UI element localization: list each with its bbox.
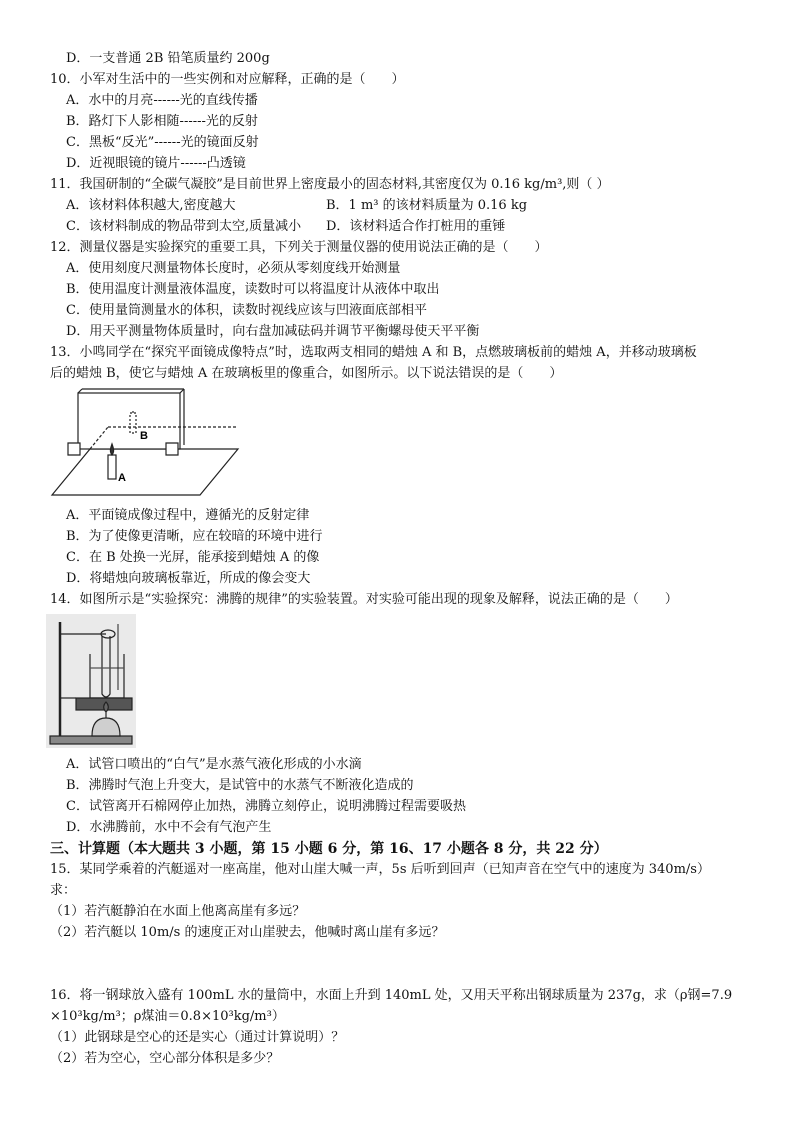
q15-part-2: （2）若汽艇以 10m/s 的速度正对山崖驶去，他喊时离山崖有多远？	[50, 925, 445, 940]
boiling-apparatus-figure	[46, 614, 136, 748]
q9-option-d: D．一支普通 2B 铅笔质量约 200g	[66, 51, 270, 66]
section-three-heading: 三、计算题（本大题共 3 小题，第 15 小题 6 分，第 16、17 小题各 8 分，共 22 分）	[50, 841, 608, 857]
q12-option-d: D．用天平测量物体质量时，向右盘加减砝码并调节平衡螺母使天平平衡	[66, 324, 480, 339]
q14-option-b: B．沸腾时气泡上升变大，是试管中的水蒸气不断液化造成的	[66, 778, 414, 793]
q15-stem-line1: 15．某同学乘着的汽艇遥对一座高崖，他对山崖大喊一声，5s 后听到回声（已知声音在空气中的速度为 340m/s）	[50, 862, 710, 877]
mirror-experiment-figure	[50, 387, 240, 499]
q14-option-d: D．水沸腾前，水中不会有气泡产生	[66, 820, 272, 835]
q16-part-2: （2）若为空心，空心部分体积是多少？	[50, 1051, 280, 1066]
q13-stem-line1: 13．小鸣同学在“探究平面镜成像特点”时，选取两支相同的蜡烛 A 和 B，点燃玻璃板前的蜡烛 A，并移动玻璃板	[50, 345, 697, 360]
q14-option-a: A．试管口喷出的“白气”是水蒸气液化形成的小水滴	[66, 757, 362, 772]
q15-part-1: （1）若汽艇静泊在水面上他离高崖有多远？	[50, 904, 306, 919]
q12-stem: 12．测量仪器是实验探究的重要工具，下列关于测量仪器的使用说法正确的是（ ）	[50, 240, 548, 255]
q16-stem-line1: 16．将一钢球放入盛有 100mL 水的量筒中，水面上升到 140mL 处，又用天平称出钢球质量为 237g，求（ρ钢=7.9	[50, 988, 733, 1003]
q11-option-a: A．该材料体积越大,密度越大	[66, 198, 236, 213]
q13-option-c: C．在 B 处换一光屏，能承接到蜡烛 A 的像	[66, 550, 320, 565]
q14-option-c: C．试管离开石棉网停止加热，沸腾立刻停止，说明沸腾过程需要吸热	[66, 799, 466, 814]
q11-option-d: D．该材料适合作打桩用的重锤	[326, 219, 506, 234]
q12-option-c: C．使用量筒测量水的体积，读数时视线应该与凹液面底部相平	[66, 303, 427, 318]
q10-option-a: A．水中的月亮------光的直线传播	[66, 93, 258, 108]
q13-option-a: A．平面镜成像过程中，遵循光的反射定律	[66, 508, 310, 523]
q16-part-1: （1）此钢球是空心的还是实心（通过计算说明）？	[50, 1030, 345, 1045]
q13-stem-line2: 后的蜡烛 B，使它与蜡烛 A 在玻璃板里的像重合，如图所示。以下说法错误的是（ ）	[50, 366, 563, 381]
q12-option-a: A．使用刻度尺测量物体长度时，必须从零刻度线开始测量	[66, 261, 401, 276]
q11-option-c: C．该材料制成的物品带到太空,质量减小	[66, 219, 302, 234]
candle-a-label: A	[118, 472, 126, 484]
q16-stem-line2: ×10³kg/m³；ρ煤油＝0.8×10³kg/m³）	[50, 1009, 285, 1024]
candle-b-label: B	[140, 430, 148, 442]
q13-option-b: B．为了使像更清晰，应在较暗的环境中进行	[66, 529, 323, 544]
q10-option-b: B．路灯下人影相随------光的反射	[66, 114, 258, 129]
q14-stem: 14．如图所示是“实验探究：沸腾的规律”的实验装置。对实验可能出现的现象及解释，说法正确的是（ ）	[50, 592, 678, 607]
q10-option-c: C．黑板“反光”------光的镜面反射	[66, 135, 259, 150]
q11-stem: 11．我国研制的“全碳气凝胶”是目前世界上密度最小的固态材料,其密度仅为 0.16 kg/m³,则（ ）	[50, 177, 610, 192]
q10-option-d: D．近视眼镜的镜片------凸透镜	[66, 156, 246, 171]
q15-stem-line2: 求：	[50, 883, 77, 898]
q13-option-d: D．将蜡烛向玻璃板靠近，所成的像会变大	[66, 571, 311, 586]
q11-option-b: B．1 m³ 的该材料质量为 0.16 kg	[326, 198, 528, 213]
q10-stem: 10．小军对生活中的一些实例和对应解释，正确的是（ ）	[50, 72, 405, 87]
q12-option-b: B．使用温度计测量液体温度，读数时可以将温度计从液体中取出	[66, 282, 440, 297]
